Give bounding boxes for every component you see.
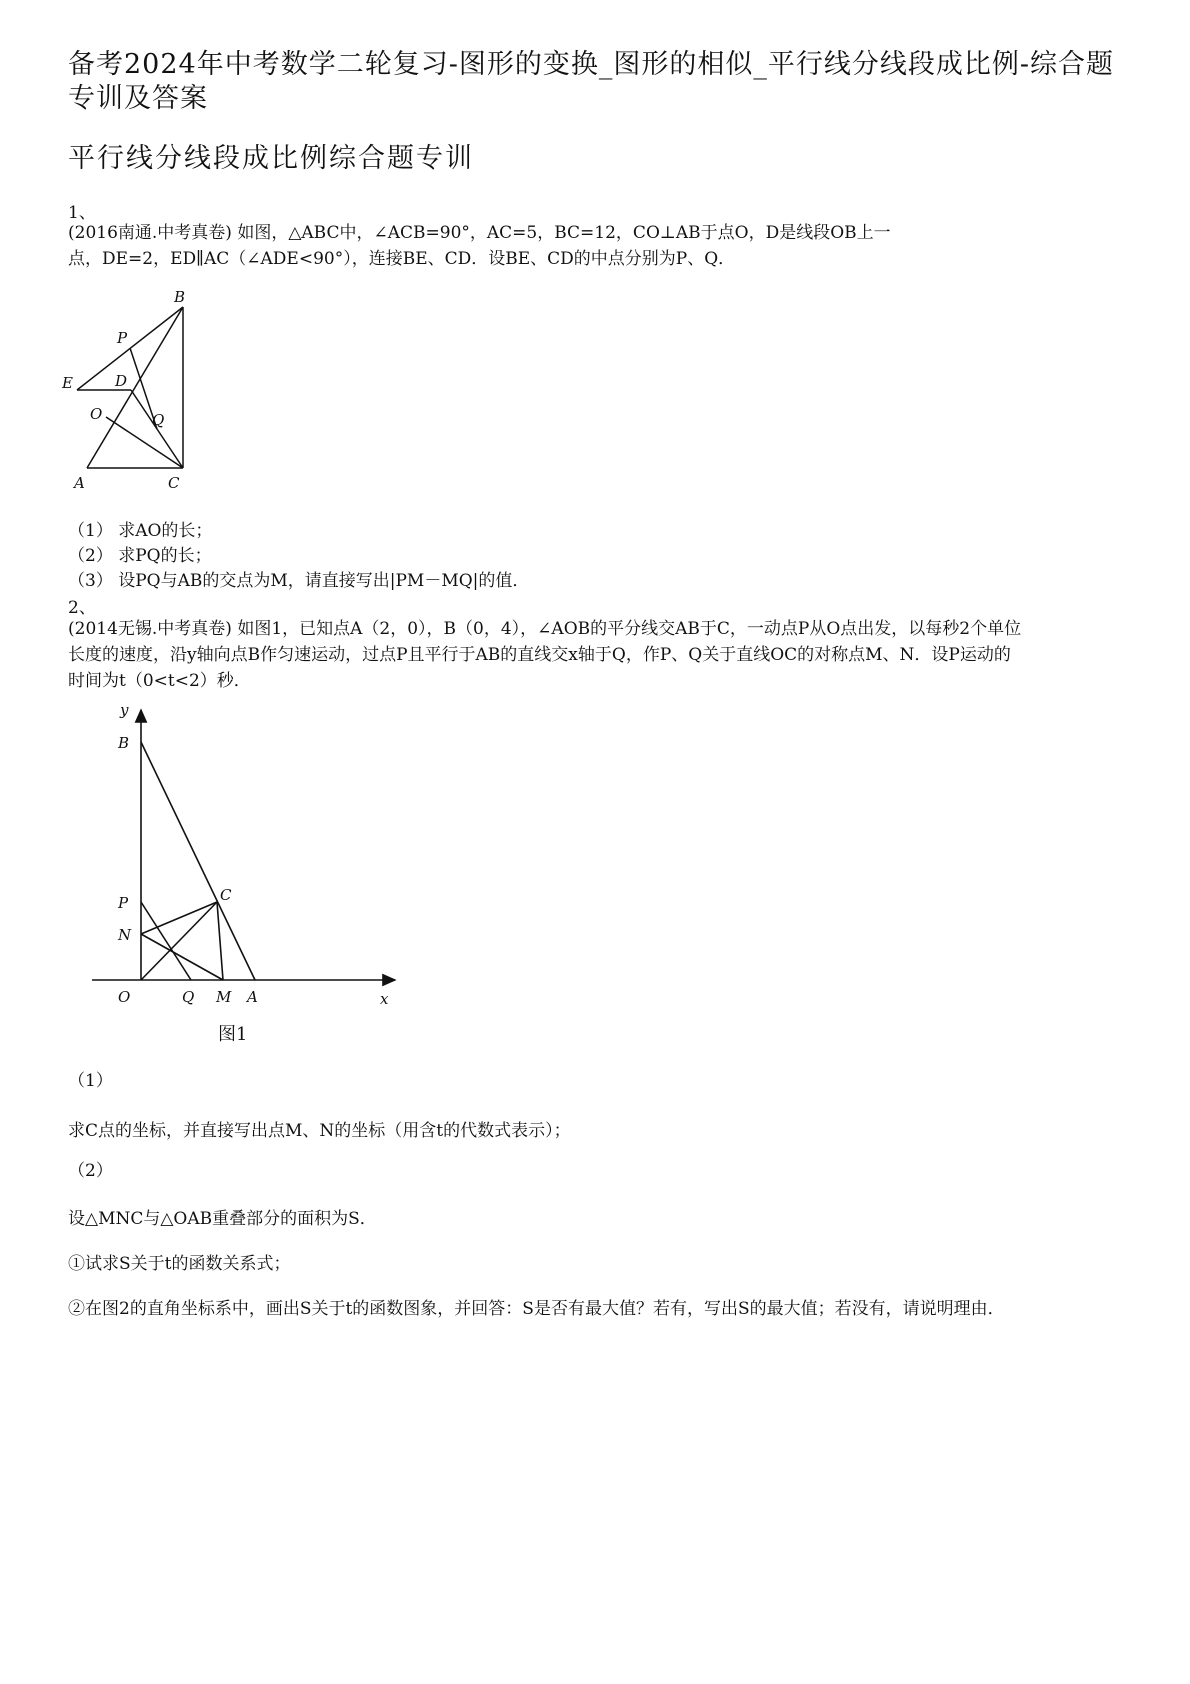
problem-1-stem-line-2: 点，DE=2，ED∥AC（∠ADE<90°），连接BE、CD．设BE、CD的中点分别为P、Q． — [68, 249, 736, 269]
section-title: 平行线分线段成比例综合题专训 — [68, 143, 474, 174]
problem-2-part-2-question-2: ②在图2的直角坐标系中，画出S关于t的函数图象，并回答：S是否有最大值？若有，写出S的最大值；若没有，请说明理由． — [68, 1299, 1005, 1319]
segment-nc — [141, 902, 217, 934]
problem-2-part-1-text: 求C点的坐标，并直接写出点M、N的坐标（用含t的代数式表示）； — [68, 1121, 571, 1141]
problem-2-stem-line-3: 时间为t（0<t<2）秒． — [68, 671, 251, 691]
problem-2-part-2-label: （2） — [68, 1161, 113, 1181]
label-p: P — [117, 329, 128, 347]
problem-1-figure — [60, 285, 210, 495]
label-x: x — [380, 990, 389, 1008]
problem-2-stem-line-2: 长度的速度，沿y轴向点B作匀速运动，过点P且平行于AB的直线交x轴于Q，作P、Q关于直线OC的对称点M、N．设P运动的 — [68, 645, 1011, 665]
label-o: O — [90, 405, 103, 423]
segment-nm — [141, 934, 223, 980]
label-p: P — [118, 894, 129, 912]
label-y: y — [120, 701, 129, 719]
problem-2-part-2-text: 设△MNC与△OAB重叠部分的面积为S． — [68, 1209, 377, 1229]
label-d: D — [115, 372, 128, 390]
problem-2-number: 2、 — [68, 598, 96, 618]
problem-2-stem-line-1: (2014无锡.中考真卷) 如图1，已知点A（2，0），B（0，4），∠AOB的平分线交AB于C，一动点P从O点出发，以每秒2个单位 — [68, 619, 1022, 639]
segment-co — [106, 417, 183, 468]
label-e: E — [62, 374, 73, 392]
label-n: N — [118, 926, 132, 944]
figure-1-caption: 图1 — [218, 1024, 248, 1045]
label-b: B — [174, 288, 186, 306]
label-m: M — [216, 988, 232, 1006]
segment-pq — [141, 902, 191, 980]
label-o: O — [118, 988, 131, 1006]
document-title: 备考2024年中考数学二轮复习-图形的变换_图形的相似_平行线分线段成比例-综合题专训及答案 — [68, 49, 1114, 114]
label-b: B — [118, 734, 130, 752]
label-c: C — [168, 474, 180, 492]
label-a: A — [247, 988, 258, 1006]
problem-1-stem-line-1: (2016南通.中考真卷) 如图，△ABC中，∠ACB=90°，AC=5，BC=12，CO⊥AB于点O，D是线段OB上一 — [68, 223, 891, 243]
label-a: A — [74, 474, 85, 492]
label-q: Q — [182, 988, 195, 1006]
problem-2-part-1-label: （1） — [68, 1071, 113, 1091]
problem-1-question-3: （3） 设PQ与AB的交点为M，请直接写出|PM－MQ|的值． — [68, 571, 530, 591]
segment-ab — [87, 307, 183, 468]
problem-1-question-1: （1） 求AO的长； — [68, 521, 213, 541]
label-q: Q — [152, 411, 165, 429]
problem-1-number: 1、 — [68, 203, 96, 223]
label-c: C — [220, 886, 232, 904]
problem-1-question-2: （2） 求PQ的长； — [68, 546, 212, 566]
problem-2-part-2-question-1: ①试求S关于t的函数关系式； — [68, 1254, 291, 1274]
problem-2-figure — [80, 700, 410, 1050]
segment-cm — [217, 902, 223, 980]
